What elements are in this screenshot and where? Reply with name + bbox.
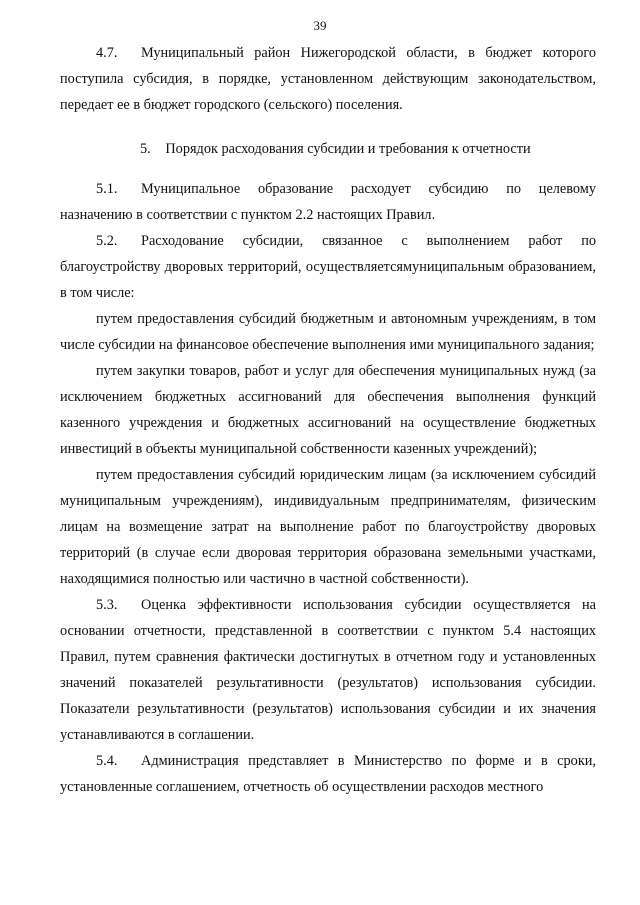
paragraph-number: 4.7. — [96, 45, 118, 61]
paragraph-text: Оценка эффективности использования субсидии осуществляется на основании отчетности, представленной в соответствии с пунктом 5.4 настоящих Правил, путем сравнения фактически достигнутых в отчетном году и установленных значений показателей результативности (результатов) использования субсидии. Показатели результативности (результатов) использования субсидии и их значения устанавливаются в соглашении. — [60, 597, 596, 743]
paragraph-text: Муниципальный район Нижегородской области, в бюджет которого поступила субсидия, в порядке, установленном действующим законодательством, передает ее в бюджет городского (сельского) поселения. — [60, 45, 596, 113]
paragraph-5-1 — [60, 176, 596, 228]
paragraph-text: путем предоставления субсидий юридическим лицам (за исключением субсидий муниципальным учреждениям), индивидуальным предпринимателям, физическим лицам на возмещение затрат на выполнение работ по благоустройству дворовых территорий (в случае если дворовая территория образована земельными участками, находящимися полностью или частично в частной собственности). — [60, 467, 596, 587]
paragraph-number: 5.1. — [96, 181, 118, 197]
paragraph-4-7 — [60, 40, 596, 118]
paragraph-5-2 — [60, 228, 596, 306]
page-number: 39 — [313, 18, 327, 33]
paragraph-number: 5.3. — [96, 597, 118, 613]
paragraph-text: путем закупки товаров, работ и услуг для обеспечения муниципальных нужд (за исключением бюджетных ассигнований для обеспечения выполнения функций казенного учреждения и бюджетных ассигнований на осуществление бюджетных инвестиций в объекты муниципальной собственности казенных учреждений); — [60, 363, 596, 457]
document-body — [60, 40, 596, 800]
paragraph-number: 5.2. — [96, 233, 118, 249]
paragraph-text: Администрация представляет в Министерство по форме и в сроки, установленные соглашением, отчетность об осуществлении расходов местного — [60, 753, 596, 795]
section-title: Порядок расходования субсидии и требования к отчетности — [165, 141, 531, 157]
paragraph-text: Расходование субсидии, связанное с выполнением работ по благоустройству дворовых территорий, осуществляетсямуниципальным образованием, в том числе: — [60, 233, 596, 301]
paragraph-number: 5.4. — [96, 753, 118, 769]
paragraph-5-4 — [60, 748, 596, 800]
paragraph-text: путем предоставления субсидий бюджетным и автономным учреждениям, в том числе субсидии на финансовое обеспечение выполнения ими муниципального задания; — [60, 311, 596, 353]
paragraph-5-3 — [60, 592, 596, 748]
list-item — [60, 462, 596, 592]
section-number: 5. — [139, 141, 151, 157]
list-item — [60, 306, 596, 358]
list-item — [60, 358, 596, 462]
section-heading — [60, 136, 596, 162]
paragraph-text: Муниципальное образование расходует субсидию по целевому назначению в соответствии с пунктом 2.2 настоящих Правил. — [60, 181, 596, 223]
